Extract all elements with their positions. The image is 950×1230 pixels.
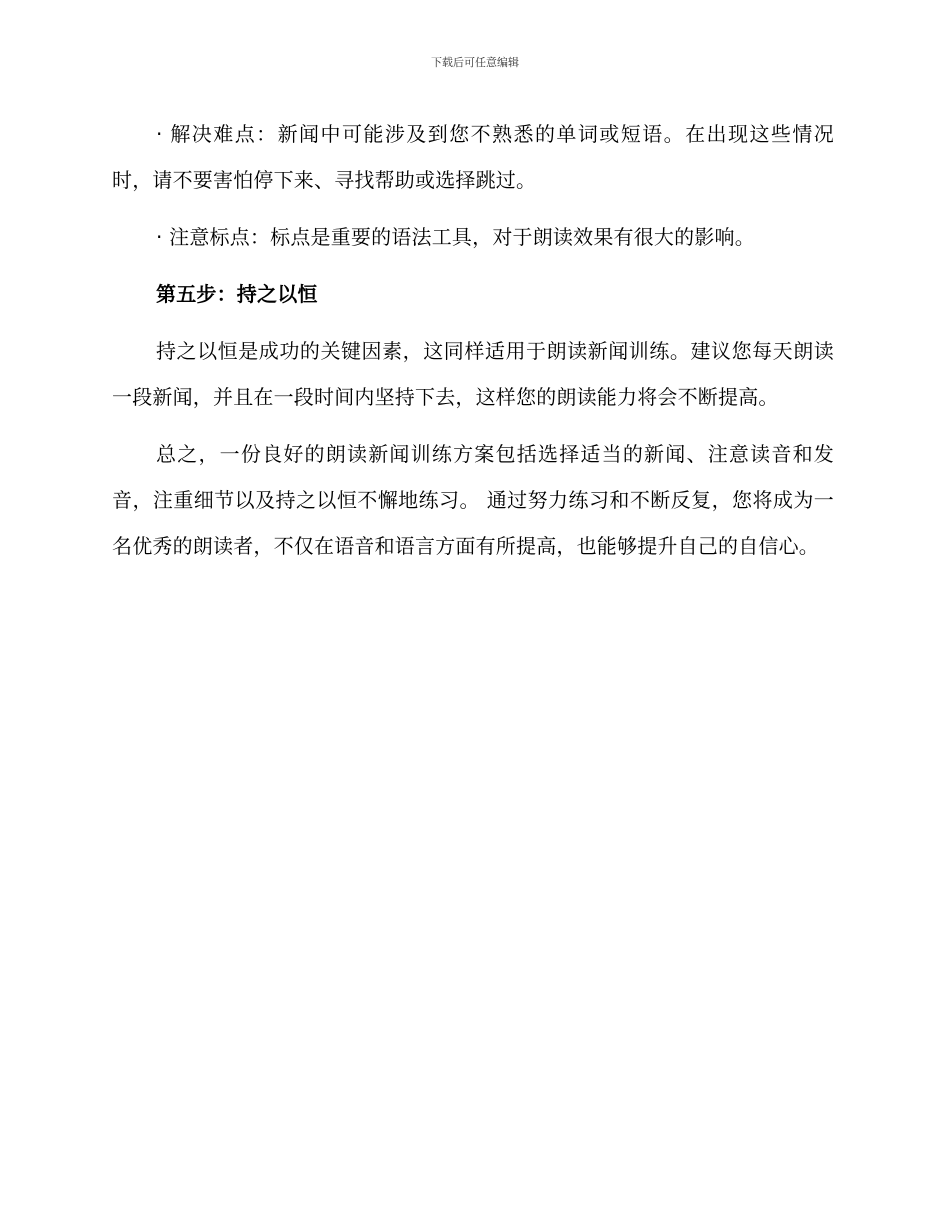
page-header: 下载后可任意编辑 — [431, 56, 519, 69]
section-heading-step-five: 第五步：持之以恒 — [156, 282, 318, 306]
paragraph-punctuation: · 注意标点：标点是重要的语法工具，对于朗读效果有很大的影响。 — [156, 225, 755, 249]
paragraph-resolve-difficulties: · 解决难点：新闻中可能涉及到您不熟悉的单词或短语。在出现这些情况时，请不要害怕停下来、寻找帮助或选择跳过。 — [112, 122, 834, 192]
paragraph-summary: 总之，一份良好的朗读新闻训练方案包括选择适当的新闻、注意读音和发音，注重细节以及持之以恒不懈地练习。 通过努力练习和不断反复，您将成为一名优秀的朗读者，不仅在语音和语言方面有所提高，也能够提升自己的自信心。 — [112, 442, 834, 558]
document-body — [112, 111, 834, 580]
paragraph-persistence: 持之以恒是成功的关键因素，这同样适用于朗读新闻训练。建议您每天朗读一段新闻，并且在一段时间内坚持下去，这样您的朗读能力将会不断提高。 — [112, 339, 834, 409]
